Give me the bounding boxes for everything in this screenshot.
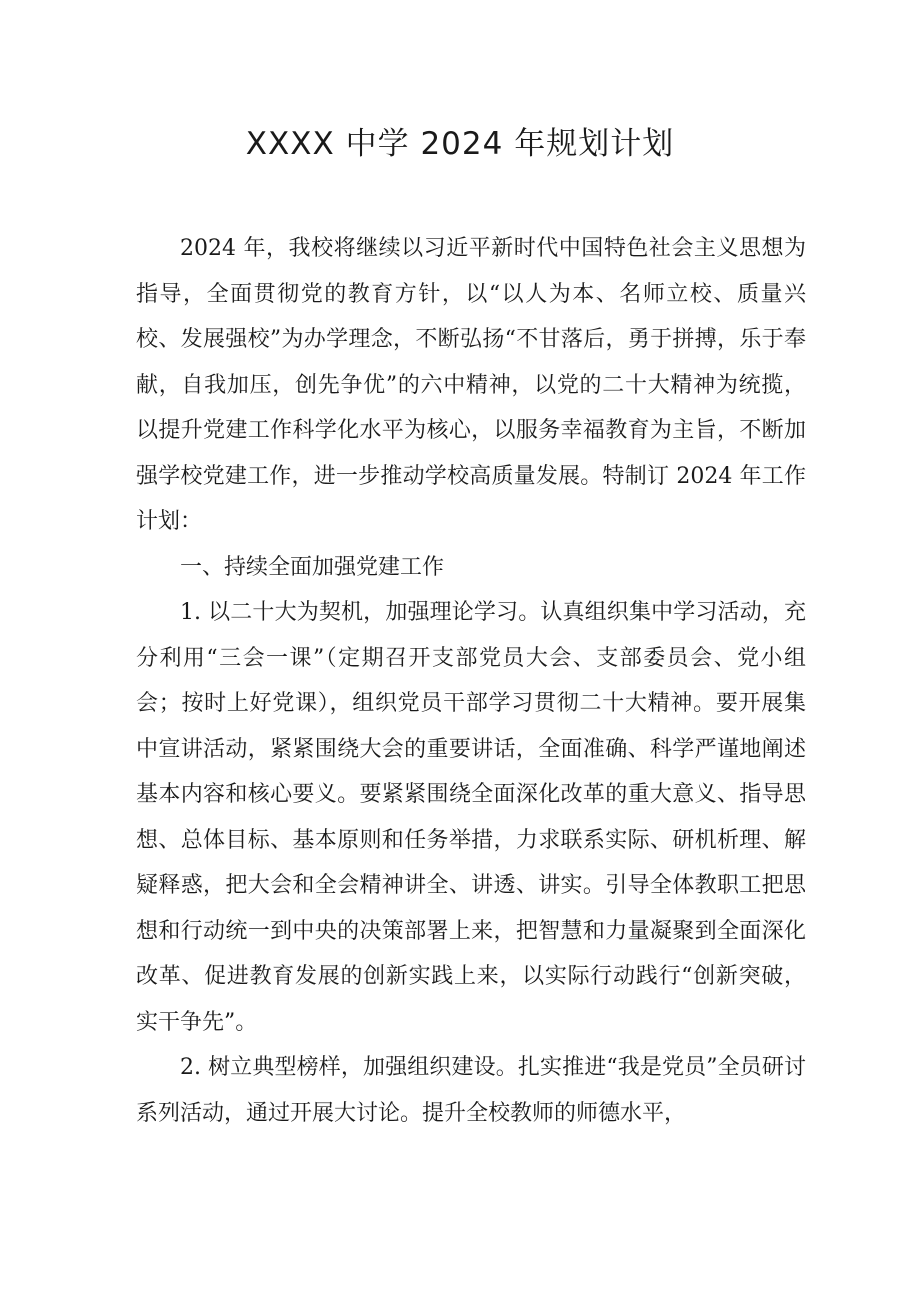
paragraph-item-1: 1. 以二十大为契机，加强理论学习。认真组织集中学习活动，充分利用“三会一课”（定期召开支部党员大会、支部委员会、党小组会；按时上好党课），组织党员干部学习贯彻二十大精神。要开展集中宣讲活动，紧紧围绕大会的重要讲话，全面准确、科学严谨地阐述基本内容和核心要义。要紧紧围绕全面深化改革的重大意义、指导思想、总体目标、基本原则和任务举措，力求联系实际、研机析理、解疑释惑，把大会和全会精神讲全、讲透、讲实。引导全体教职工把思想和行动统一到中央的决策部署上来，把智慧和力量凝聚到全面深化改革、促进教育发展的创新实践上来，以实际行动践行“创新突破，实干争先”。 <box>136 600 806 1035</box>
document-body <box>136 226 806 1136</box>
section-heading-1: 一、持续全面加强党建工作 <box>180 554 445 580</box>
paragraph-intro: 2024 年，我校将继续以习近平新时代中国特色社会主义思想为指导，全面贯彻党的教育方针，以“以人为本、名师立校、质量兴校、发展强校”为办学理念，不断弘扬“不甘落后，勇于拼搏，乐于奉献，自我加压，创先争优”的六中精神，以党的二十大精神为统揽，以提升党建工作科学化水平为核心，以服务幸福教育为主旨，不断加强学校党建工作，进一步推动学校高质量发展。特制订 2024 年工作计划： <box>136 236 806 534</box>
paragraph-item-2: 2. 树立典型榜样，加强组织建设。扎实推进“我是党员”全员研讨系列活动，通过开展大讨论。提升全校教师的师德水平， <box>136 1055 806 1126</box>
document-title: XXXX 中学 2024 年规划计划 <box>245 126 675 162</box>
